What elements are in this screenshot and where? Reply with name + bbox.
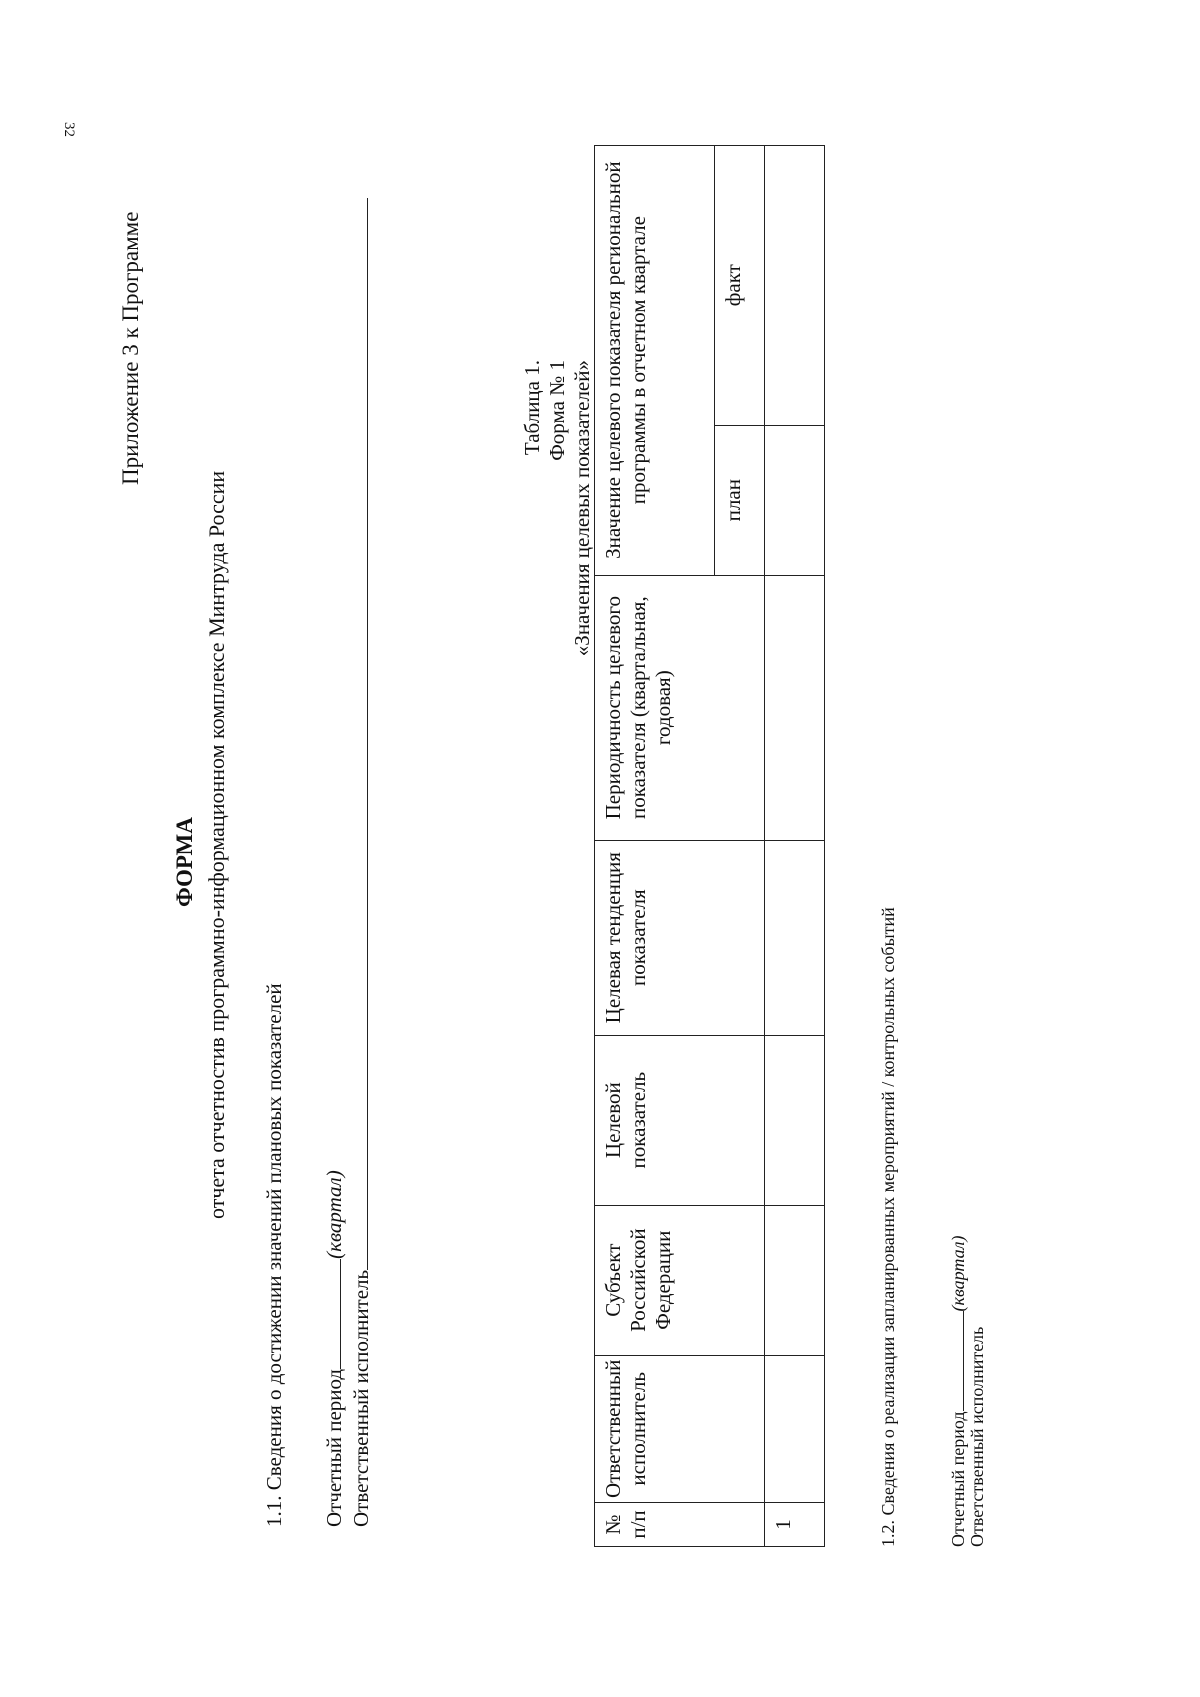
page-number: 32 xyxy=(61,122,77,137)
target-indicators-table xyxy=(594,145,825,1547)
period-row-2 xyxy=(945,1236,969,1547)
cell-subject[interactable] xyxy=(765,1205,825,1355)
table-caption-line-1: Таблица 1. xyxy=(520,360,544,456)
period-label: Отчетный период xyxy=(322,1368,346,1527)
header-plan: план xyxy=(715,425,765,575)
cell-num: 1 xyxy=(765,1503,825,1547)
table-caption-line-2: Форма № 1 xyxy=(545,360,569,461)
table-caption-line-3: «Значения целевых показателей» xyxy=(570,360,594,657)
header-indicator: Целевой показатель xyxy=(595,1035,765,1205)
table-row xyxy=(765,145,825,1546)
cell-periodicity[interactable] xyxy=(765,575,825,840)
header-executor: Ответственный исполнитель xyxy=(595,1355,765,1502)
section-1-heading: 1.1. Сведения о достижении значений плановых показателей xyxy=(262,983,286,1527)
period-row xyxy=(322,1170,347,1527)
period-blank-2[interactable] xyxy=(945,1311,964,1411)
executor-label: Ответственный исполнитель xyxy=(349,1269,373,1527)
period-hint: (квартал) xyxy=(322,1170,346,1259)
header-num: № п/п xyxy=(595,1503,765,1547)
table-caption xyxy=(520,360,595,680)
executor-row xyxy=(349,198,374,1527)
period-hint-2: (квартал) xyxy=(948,1235,968,1312)
form-title: ФОРМА xyxy=(172,817,197,907)
cell-executor[interactable] xyxy=(765,1355,825,1502)
cell-fact[interactable] xyxy=(765,145,825,425)
cell-plan[interactable] xyxy=(765,425,825,575)
period-blank[interactable] xyxy=(322,1259,341,1369)
header-fact: факт xyxy=(715,145,765,425)
header-periodicity: Периодичность целевого показателя (квартальная, годовая) xyxy=(595,575,765,840)
period-label-2: Отчетный период xyxy=(948,1411,968,1547)
executor-label-2: Ответственный исполнитель xyxy=(967,1326,987,1547)
header-subject: Субъект Российской Федерации xyxy=(595,1205,765,1355)
form-subtitle: отчета отчетностив программно-информационном комплексе Минтруда России xyxy=(204,470,229,1219)
appendix-label: Приложение 3 к Программе xyxy=(118,211,143,485)
header-value: Значение целевого показателя региональной программы в отчетном квартале xyxy=(595,145,715,575)
section-2-heading: 1.2. Сведения о реализации запланированных мероприятий / контрольных событий xyxy=(878,907,898,1547)
cell-trend[interactable] xyxy=(765,840,825,1035)
cell-indicator[interactable] xyxy=(765,1035,825,1205)
executor-blank[interactable] xyxy=(349,198,368,1270)
header-trend: Целевая тенденция показателя xyxy=(595,840,765,1035)
